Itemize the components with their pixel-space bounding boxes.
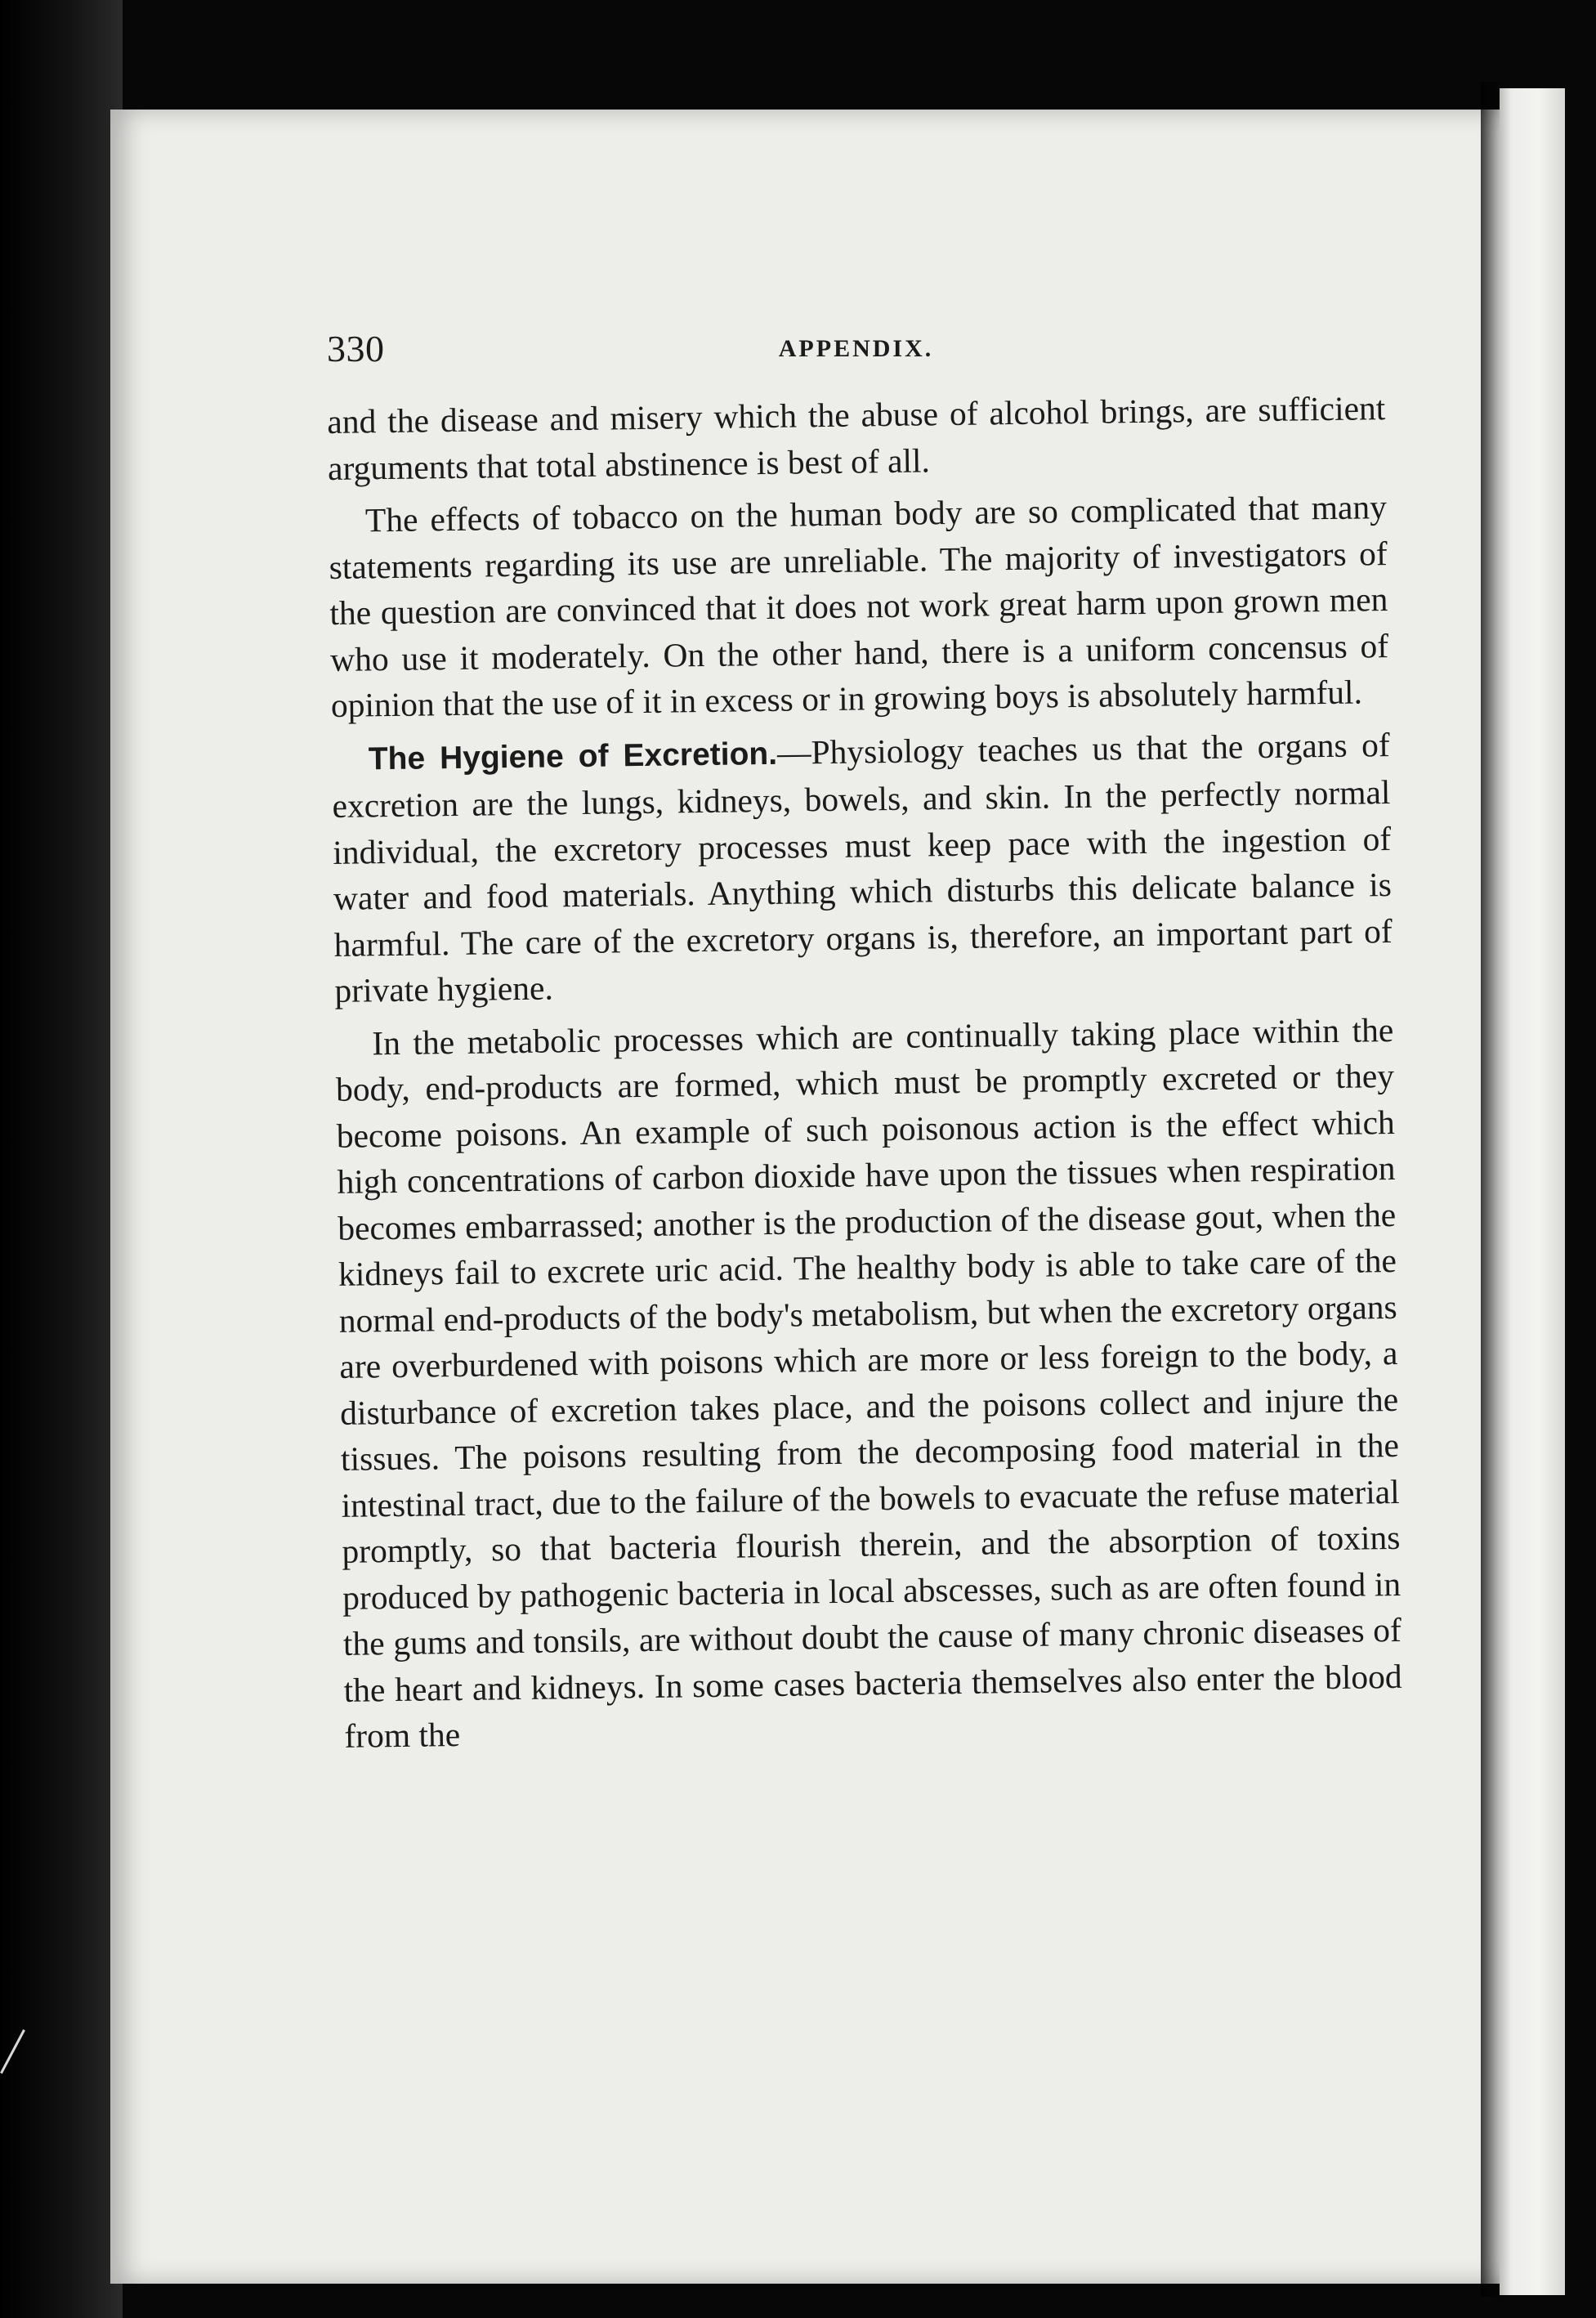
paragraph-text: The effects of tobacco on the human body are so complicated that many statements regarding its use are unreliable. The majority of investigators of the question are convinced that it does not work great harm upon grown men who use it moderately. On the other hand, there is a uniform concensus of opinion that the use of it in excess or in growing boys is absolutely harmful. <box>329 488 1389 724</box>
body-text <box>327 385 1403 1759</box>
paragraph-continuation <box>327 385 1386 491</box>
running-head-title: APPENDIX. <box>778 335 934 362</box>
paragraph-text: —Physiology teaches us that the organs of excretion are the lungs, kidneys, bowels, and skin. In the perfectly normal individual, the excretory processes must keep pace with the ingestion of water and food materials. Anything which disturbs this delicate balance is harmful. The care of the excretory organs is, therefore, an important part of private hygiene. <box>332 725 1393 1009</box>
page-number: 330 <box>327 328 385 369</box>
paragraph-metabolic-processes <box>335 1006 1403 1759</box>
paragraph-text: and the disease and misery which the abuse of alcohol brings, are sufficient arguments that total abstinence is best of all. <box>327 389 1386 487</box>
running-head <box>327 327 1385 376</box>
paragraph-hygiene-of-excretion <box>331 722 1393 1014</box>
paragraph-tobacco <box>329 484 1390 728</box>
book-binding-shadow <box>0 0 123 2318</box>
section-heading: The Hygiene of Excretion. <box>368 736 778 776</box>
paragraph-text: In the metabolic processes which are continually taking place within the body, end-products are formed, which must be promptly excreted or they become poisons. An example of such poisonous action is the effect which high concentrations of carbon dioxide have upon the tissues when respiration becomes embarrassed; another is the production of the disease gout, when the kidneys fail to excrete uric acid. The healthy body is able to take care of the normal end-products of the body's metabolism, but when the excretory organs are overburdened with poisons which are more or less foreign to the body, a disturbance of excretion takes place, and the poisons collect and injure the tissues. The poisons resulting from the decomposing food material in the intestinal tract, due to the failure of the bowels to evacuate the refuse material promptly, so that bacteria flourish therein, and the absorption of toxins produced by pathogenic bacteria in local abscesses, such as are often found in the gums and tonsils, are without doubt the cause of many chronic diseases of the heart and kidneys. In some cases bacteria themselves also enter the blood from the <box>335 1010 1402 1755</box>
page-content <box>327 327 1402 1766</box>
facing-page-edge <box>1500 88 1565 2295</box>
